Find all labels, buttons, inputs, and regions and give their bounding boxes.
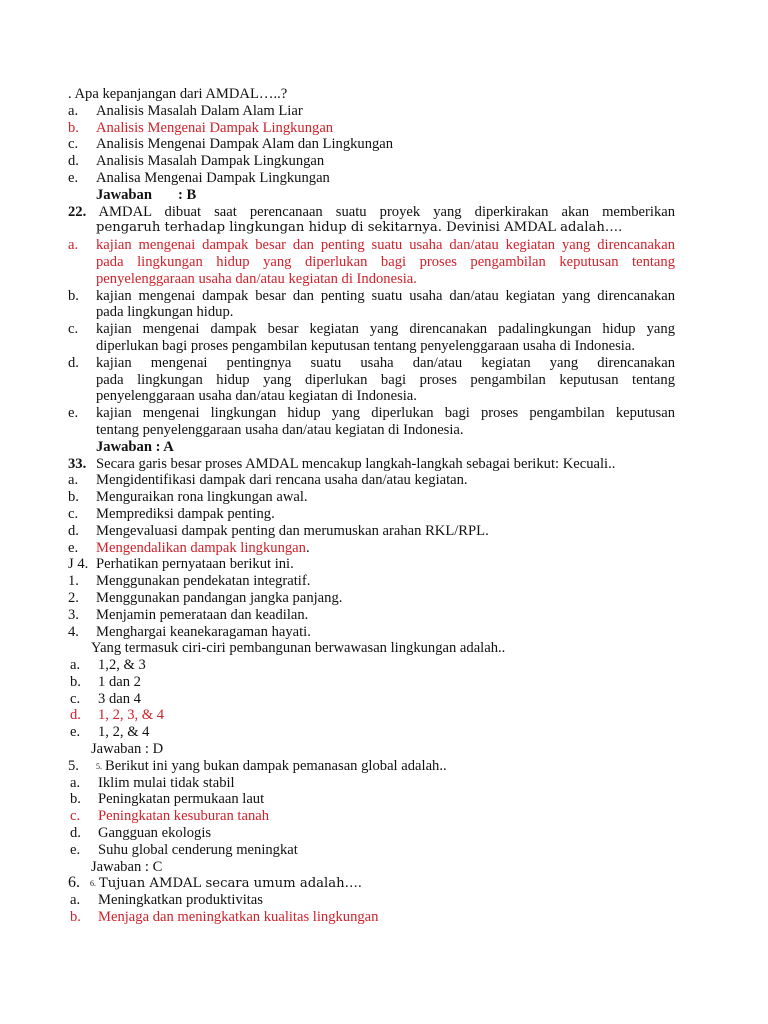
option-b: b. 1 dan 2 [70, 673, 141, 690]
option-b-correct: b. Analisis Mengenai Dampak Lingkungan [68, 119, 334, 136]
statement-3: 3. Menjamin pemerataan dan keadilan. [68, 606, 309, 623]
question-text: J 4. Perhatikan pernyataan berikut ini. [68, 556, 294, 573]
question-text: 5. 5. Berikut ini yang bukan dampak pemanasan global adalah.. [68, 757, 447, 774]
option-d: d. Mengevaluasi dampak penting dan merumuskan arahan RKL/RPL. [68, 522, 489, 539]
option-d: d. kajian mengenai pentingnya suatu usaha dan/atau kegiatan yang direncanakan pada lingkungan hidup yang diperlukan bagi proses pengambilan keputusan tentang penyelenggaraan usaha dan/atau kegiatan di Indonesia. [68, 354, 675, 405]
option-c: c. Memprediksi dampak penting. [68, 505, 275, 522]
option-a: a. Iklim mulai tidak stabil [70, 774, 235, 791]
option-a: a. 1,2, & 3 [70, 657, 146, 674]
question-1 [68, 86, 675, 204]
question-22 [68, 204, 675, 456]
answer-line: Jawaban : B [96, 186, 197, 203]
option-c: c. kajian mengenai dampak besar kegiatan yang direncanakan padalingkungan hidup yang diperlukan bagi proses pengambilan keputusan tentang penyelenggaraan usaha di Indonesia. [68, 321, 675, 354]
option-b: b. kajian mengenai dampak besar dan penting suatu usaha dan/atau kegiatan yang direncanakan pada lingkungan hidup. [68, 287, 675, 321]
answer-line: Jawaban : C [91, 858, 163, 875]
question-33 [68, 456, 675, 557]
option-c-correct: c. Peningkatan kesuburan tanah [70, 808, 270, 825]
quiz-content [68, 86, 675, 926]
option-e-correct: e. Mengendalikan dampak lingkungan. [68, 539, 310, 556]
option-d-correct: d. 1, 2, 3, & 4 [70, 707, 165, 724]
question-5 [68, 758, 675, 876]
option-b: b. Peningkatan permukaan laut [70, 791, 265, 808]
option-a-correct: a. kajian mengenai dampak besar dan penting suatu usaha dan/atau kegiatan yang direncanakan pada lingkungan hidup yang diperlukan bagi proses pengambilan keputusan tentang penyelenggaraan usaha dan/atau kegiatan di Indonesia. [68, 237, 675, 287]
question-4 [68, 556, 675, 758]
prompt-text: Yang termasuk ciri-ciri pembangunan berwawasan lingkungan adalah.. [91, 640, 506, 657]
option-e: e. 1, 2, & 4 [70, 724, 150, 741]
option-c: c. Analisis Mengenai Dampak Alam dan Lingkungan [68, 136, 394, 153]
option-a: a. Mengidentifikasi dampak dari rencana usaha dan/atau kegiatan. [68, 472, 468, 489]
statement-4: 4. Menghargai keanekaragaman hayati. [68, 623, 311, 640]
option-c: c. 3 dan 4 [70, 690, 141, 707]
option-e: e. Suhu global cenderung meningkat [70, 841, 298, 858]
option-a: a. Meningkatkan produktivitas [70, 892, 263, 909]
statement-2: 2. Menggunakan pandangan jangka panjang. [68, 589, 343, 606]
option-e: e. Analisa Mengenai Dampak Lingkungan [68, 169, 330, 186]
question-text: . Apa kepanjangan dari AMDAL…..? [68, 86, 288, 102]
question-text-line-1: 22. AMDAL dibuat saat perencanaan suatu proyek yang diperkirakan akan memberikan [68, 203, 676, 220]
question-6 [68, 875, 675, 925]
question-text: 6. 6. Tujuan AMDAL secara umum adalah…. [68, 874, 362, 892]
answer-line: Jawaban : A [96, 438, 174, 455]
question-text-line-2: pengaruh terhadap lingkungan hidup di sekitarnya. Devinisi AMDAL adalah…. [96, 220, 623, 236]
option-d: d. Gangguan ekologis [70, 825, 212, 842]
answer-line: Jawaban : D [91, 741, 164, 758]
option-a: a. Analisis Masalah Dalam Alam Liar [68, 102, 303, 119]
option-b-correct: b. Menjaga dan meningkatkan kualitas lingkungan [70, 909, 379, 926]
option-e: e. kajian mengenai lingkungan hidup yang diperlukan bagi proses pengambilan keputusan tentang penyelenggaraan usaha dan/atau kegiatan di Indonesia. [68, 405, 675, 438]
option-b: b. Menguraikan rona lingkungan awal. [68, 489, 308, 506]
statement-1: 1. Menggunakan pendekatan integratif. [68, 573, 311, 590]
option-d: d. Analisis Masalah Dampak Lingkungan [68, 153, 325, 170]
question-text: 33. Secara garis besar proses AMDAL mencakup langkah-langkah sebagai berikut: Kecuali.. [68, 455, 616, 472]
